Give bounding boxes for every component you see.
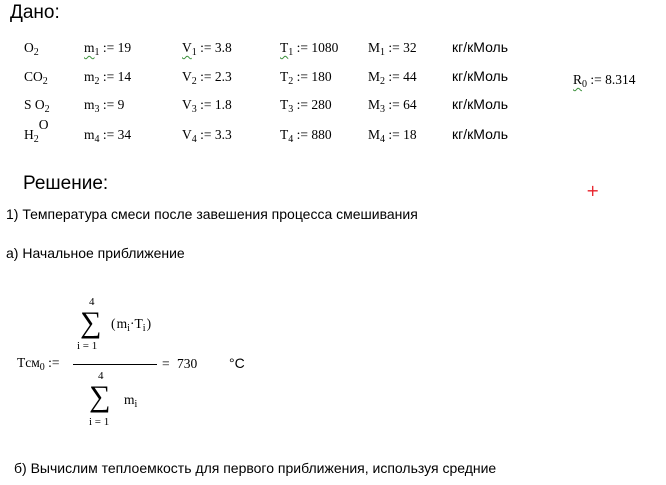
value-m4: 18: [403, 127, 417, 142]
value-m3: 9: [117, 97, 125, 112]
r0-value: 8.314: [605, 72, 636, 87]
compound-formula: S $O_2$: [24, 97, 50, 115]
molar-mass-unit: кг/кМоль: [452, 39, 509, 55]
value-v3: 1.8: [214, 97, 232, 112]
numerator-sum-upper: 4: [89, 296, 95, 308]
compound-formula: $H_2O$: [24, 117, 49, 145]
assign-m3[interactable]: $M_3$ := 64: [368, 97, 417, 115]
value-m1: 32: [403, 40, 417, 55]
lhs-symbol: Tсм: [17, 355, 40, 370]
assign-m3[interactable]: $m_3$ := 9: [84, 97, 125, 115]
assign-m1[interactable]: $M_1$ := 32: [368, 40, 417, 58]
value-t4: 880: [311, 127, 332, 142]
numerator-term: ( $m_i\cdot T_i$ ): [111, 316, 152, 334]
compound-formula: $O_2$: [24, 40, 39, 58]
step1-text: 1) Температура смеси после завешения процесса смешивания: [6, 206, 418, 222]
numerator-sigma-icon: ∑: [80, 306, 102, 339]
r0-symbol: R: [573, 72, 583, 87]
denominator-sum-upper: 4: [98, 370, 104, 382]
molar-mass-unit: кг/кМоль: [452, 126, 509, 142]
assign-v2[interactable]: $V_2$ := 2.3: [182, 69, 232, 87]
value-m2: 14: [117, 69, 132, 84]
crosshair-cursor-icon: +: [586, 181, 600, 200]
assign-m4[interactable]: $m_4$ := 34: [84, 127, 132, 145]
formula-result: 730: [177, 356, 198, 371]
value-v1: 3.8: [214, 40, 232, 55]
fraction-bar: [73, 364, 157, 365]
formula-equals: =: [162, 356, 170, 371]
r0-assign-op: :=: [590, 72, 602, 87]
value-m2: 44: [403, 69, 417, 84]
value-t2: 180: [311, 69, 332, 84]
lhs-assign-op: :=: [48, 355, 60, 370]
molar-mass-unit: кг/кМоль: [452, 96, 509, 112]
assign-m1[interactable]: $m_1$ := 19: [84, 40, 132, 58]
num-t: T: [134, 316, 143, 331]
value-v2: 2.3: [214, 69, 232, 84]
value-m4: 34: [117, 127, 132, 142]
num-m: m: [116, 316, 128, 331]
formula-unit: °C: [229, 355, 245, 371]
lhs-subscript: 0: [39, 362, 45, 373]
value-t3: 280: [311, 97, 332, 112]
compound-formula: $CO_2$: [24, 69, 48, 87]
step-b-text: б) Вычислим теплоемкость для первого приближения, используя средние: [14, 460, 497, 476]
r0-subscript: 0: [582, 79, 588, 90]
r0-assignment[interactable]: [573, 72, 636, 90]
assign-v1[interactable]: $V_1$ := 3.8: [182, 40, 232, 58]
denominator-sigma-icon: ∑: [89, 380, 111, 413]
value-m1: 19: [117, 40, 132, 55]
formula-lhs: [17, 355, 60, 373]
value-t1: 1080: [311, 40, 339, 55]
assign-m4[interactable]: $M_4$ := 18: [368, 127, 417, 145]
assign-t3[interactable]: $T_3$ := 280: [280, 97, 332, 115]
given-heading: Дано:: [10, 2, 60, 23]
assign-m2[interactable]: $M_2$ := 44: [368, 69, 417, 87]
assign-m2[interactable]: $m_2$ := 14: [84, 69, 132, 87]
assign-t4[interactable]: $T_4$ := 880: [280, 127, 332, 145]
assign-v3[interactable]: $V_3$ := 1.8: [182, 97, 232, 115]
molar-mass-unit: кг/кМоль: [452, 68, 509, 84]
numerator-sum-lower: i = 1: [77, 340, 98, 352]
assign-t1[interactable]: $T_1$ := 1080: [280, 40, 339, 58]
assign-v4[interactable]: $V_4$ := 3.3: [182, 127, 232, 145]
assign-t2[interactable]: $T_2$ := 180: [280, 69, 332, 87]
step-a-text: а) Начальное приближение: [6, 245, 185, 261]
denominator-term: $m_i$: [124, 392, 138, 410]
solution-heading: Решение:: [23, 173, 109, 194]
value-m3: 64: [403, 97, 417, 112]
denominator-sum-lower: i = 1: [89, 416, 110, 428]
value-v4: 3.3: [214, 127, 232, 142]
